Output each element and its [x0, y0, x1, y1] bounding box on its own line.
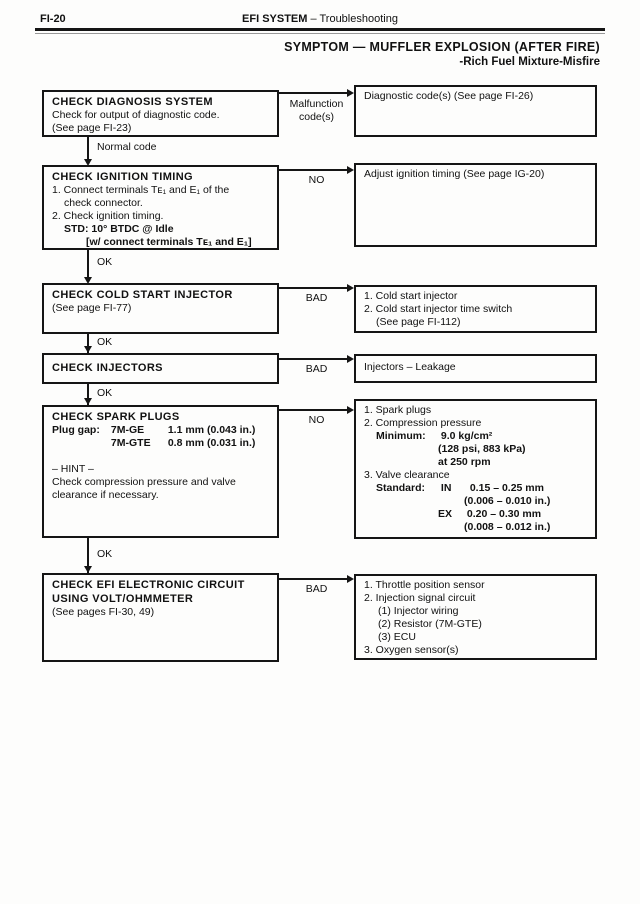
malfunction-label	[279, 98, 354, 124]
plug-gap-engine1: 7M-GE	[110, 424, 145, 436]
efi-result-line4: (2) Resistor (7M-GTE)	[378, 618, 482, 630]
cold-start-result-box	[354, 285, 597, 333]
bad3-label: BAD	[305, 583, 328, 595]
efi-result-line3: (1) Injector wiring	[378, 605, 459, 617]
plug-gap-value2: 0.8 mm (0.031 in.)	[167, 437, 256, 449]
symptom-title: SYMPTOM — MUFFLER EXPLOSION (AFTER FIRE)	[284, 40, 600, 54]
check-cold-start-title: CHECK COLD START INJECTOR	[52, 289, 233, 301]
check-diagnosis-line: Check for output of diagnostic code.	[52, 109, 220, 121]
symptom-title-block	[284, 40, 600, 69]
arrow-no2-line	[279, 409, 348, 411]
no2-label: NO	[308, 414, 325, 426]
in-value2: (0.006 – 0.010 in.)	[464, 495, 551, 507]
adjust-ignition-box	[354, 163, 597, 247]
arrow-bad2-line	[279, 358, 348, 360]
header-rule-thick	[35, 28, 605, 31]
ex-value2: (0.008 – 0.012 in.)	[464, 521, 551, 533]
ex-label: EX	[438, 508, 453, 520]
arrow-bad1-head-icon	[347, 284, 354, 292]
plug-gap-engine2: 7M-GTE	[110, 437, 151, 449]
arrow-normal-code-line	[87, 137, 89, 161]
efi-result-line1: 1. Throttle position sensor	[364, 579, 485, 591]
bad2-label: BAD	[305, 363, 328, 375]
check-spark-plugs-box	[42, 405, 279, 538]
ok4-label: OK	[97, 548, 113, 560]
ok2-label: OK	[97, 336, 113, 348]
page-number: FI-20	[40, 13, 66, 25]
running-header	[0, 13, 640, 26]
arrow-malfunction-line	[279, 92, 348, 94]
arrow-ok4-head-icon	[84, 566, 92, 573]
malfunction-label-line1: Malfunction	[289, 98, 344, 110]
ok1-label: OK	[97, 256, 113, 268]
check-efi-circuit-box	[42, 573, 279, 662]
injectors-result-line: Injectors – Leakage	[364, 361, 456, 373]
check-cold-start-ref: (See page FI-77)	[52, 302, 132, 314]
ex-value: 0.20 – 0.30 mm	[466, 508, 542, 520]
check-cold-start-box	[42, 283, 279, 334]
efi-circuit-result-box	[354, 574, 597, 660]
check-efi-circuit-ref: (See pages FI-30, 49)	[52, 606, 155, 618]
check-diagnosis-box	[42, 90, 279, 137]
check-efi-circuit-title1: CHECK EFI ELECTRONIC CIRCUIT	[52, 579, 245, 591]
cold-start-result-line2: 2. Cold start injector time switch	[364, 303, 513, 315]
std-label: Standard:	[376, 482, 426, 494]
plug-gap-row1	[52, 424, 270, 437]
spark-plugs-result-box	[354, 399, 597, 539]
normal-code-label: Normal code	[97, 141, 157, 153]
blank-line	[52, 450, 270, 463]
in-label: IN	[440, 482, 452, 494]
arrow-no2-head-icon	[347, 406, 354, 414]
injectors-result-box	[354, 354, 597, 383]
hint-line1: Check compression pressure and valve	[52, 476, 236, 488]
arrow-malfunction-head-icon	[347, 89, 354, 97]
plug-gap-value1: 1.1 mm (0.043 in.)	[167, 424, 256, 436]
spark-result-min-row	[364, 430, 588, 443]
in-value: 0.15 – 0.25 mm	[469, 482, 544, 494]
check-spark-plugs-title: CHECK SPARK PLUGS	[52, 411, 180, 423]
check-ignition-step1b: check connector.	[64, 197, 143, 209]
spark-result-line1: 1. Spark plugs	[364, 404, 432, 416]
check-ignition-step2: 2. Check ignition timing.	[52, 210, 164, 222]
hint-title: – HINT –	[52, 463, 94, 475]
spark-result-line3: 3. Valve clearance	[364, 469, 450, 481]
arrow-bad3-head-icon	[347, 575, 354, 583]
arrow-bad1-line	[279, 287, 348, 289]
arrow-bad3-line	[279, 578, 348, 580]
check-diagnosis-ref: (See page FI-23)	[52, 122, 132, 134]
check-ignition-std-note: [w/ connect terminals Tᴇ₁ and E₁]	[86, 236, 252, 248]
hint-line2: clearance if necessary.	[52, 489, 159, 501]
check-efi-circuit-title2: USING VOLT/OHMMETER	[52, 593, 194, 605]
efi-result-line2: 2. Injection signal circuit	[364, 592, 476, 604]
arrow-ok2-head-icon	[84, 346, 92, 353]
min-value: 9.0 kg/cm²	[440, 430, 493, 442]
min-value2: (128 psi, 883 kPa)	[438, 443, 526, 455]
check-injectors-box	[42, 353, 279, 384]
check-ignition-std: STD: 10° BTDC @ Idle	[64, 223, 174, 235]
efi-result-line5: (3) ECU	[378, 631, 416, 643]
running-header-subtitle: – Troubleshooting	[310, 13, 398, 25]
bad1-label: BAD	[305, 292, 328, 304]
efi-result-line6: 3. Oxygen sensor(s)	[364, 644, 459, 656]
header-rule-thin	[35, 33, 605, 34]
diagnostic-codes-box	[354, 85, 597, 137]
plug-gap-label: Plug gap:	[52, 424, 100, 436]
arrow-no1-line	[279, 169, 348, 171]
adjust-ignition-line: Adjust ignition timing (See page IG-20)	[364, 168, 545, 180]
ok3-label: OK	[97, 387, 113, 399]
cold-start-result-line1: 1. Cold start injector	[364, 290, 458, 302]
running-header-section: EFI SYSTEM	[242, 13, 308, 25]
spark-result-std-row	[364, 482, 588, 495]
spark-result-line2: 2. Compression pressure	[364, 417, 482, 429]
arrow-no1-head-icon	[347, 166, 354, 174]
arrow-bad2-head-icon	[347, 355, 354, 363]
check-diagnosis-title: CHECK DIAGNOSIS SYSTEM	[52, 96, 213, 108]
check-injectors-title: CHECK INJECTORS	[52, 362, 163, 374]
symptom-subtitle: -Rich Fuel Mixture-Misfire	[459, 56, 600, 68]
plug-gap-row2	[52, 437, 270, 450]
arrow-ok3-head-icon	[84, 398, 92, 405]
min-label: Minimum:	[376, 430, 426, 442]
no1-label: NO	[308, 174, 325, 186]
cold-start-result-ref: (See page FI-112)	[376, 316, 461, 328]
malfunction-label-line2: code(s)	[298, 111, 334, 123]
check-ignition-step1: 1. Connect terminals Tᴇ₁ and E₁ of the	[52, 184, 230, 196]
min-value3: at 250 rpm	[438, 456, 491, 468]
spark-result-ex-row	[364, 508, 588, 521]
check-ignition-box	[42, 165, 279, 250]
arrow-ok1-line	[87, 250, 89, 279]
diagnostic-codes-line: Diagnostic code(s) (See page FI-26)	[364, 90, 534, 102]
check-ignition-title: CHECK IGNITION TIMING	[52, 171, 194, 183]
